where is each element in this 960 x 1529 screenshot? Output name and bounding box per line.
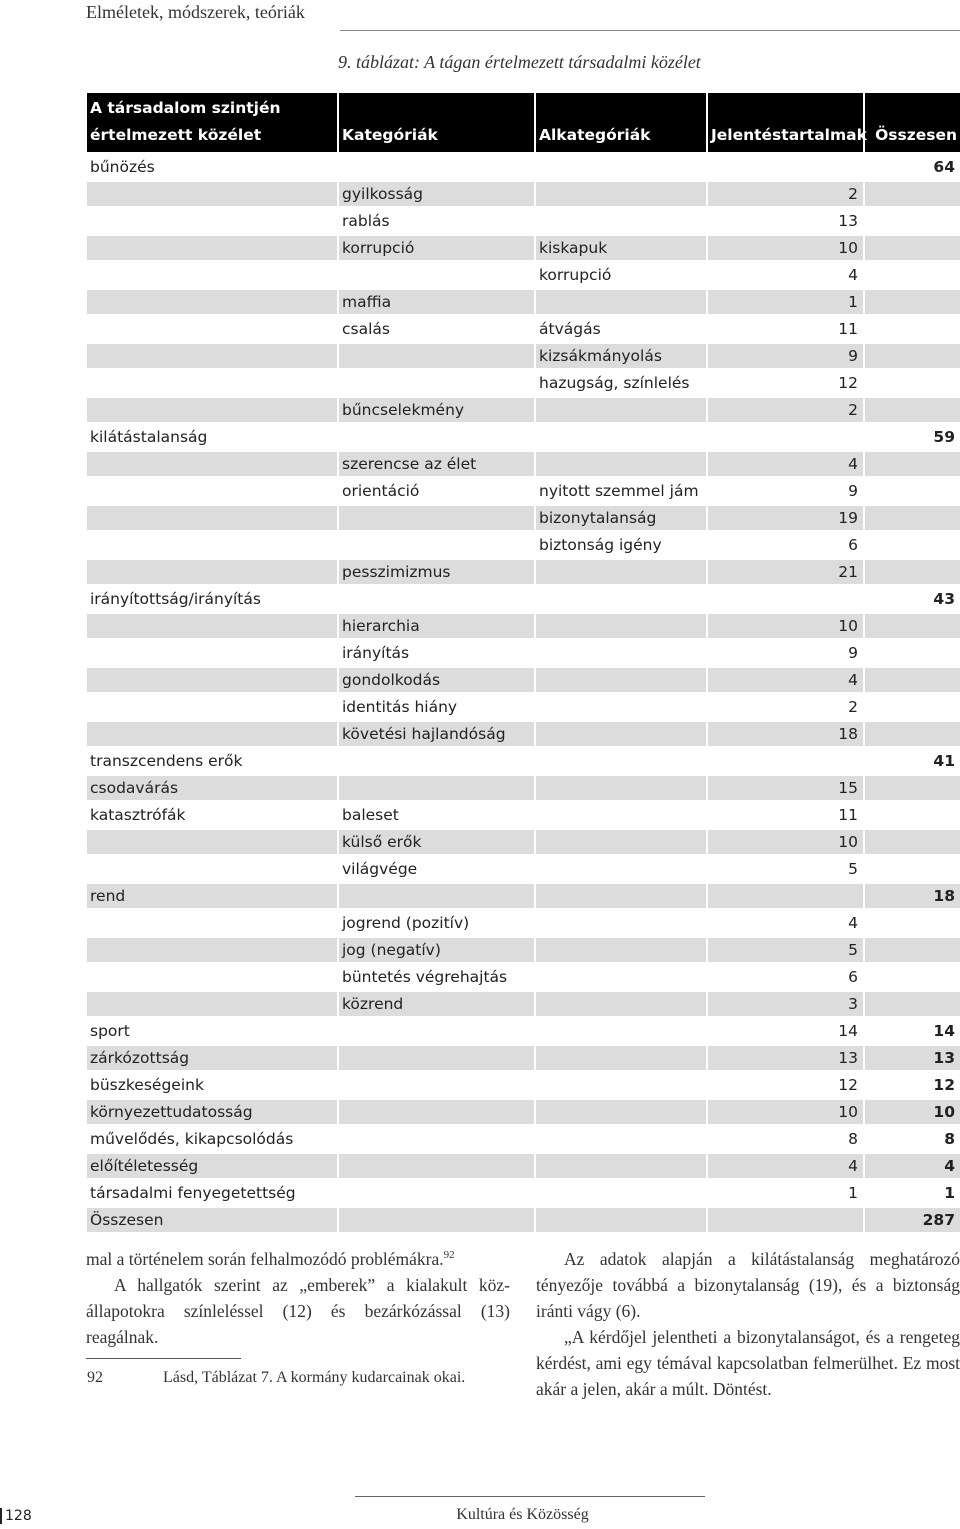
- cell-meaning-count: 12: [708, 1073, 863, 1097]
- cell-meaning-count: 18: [708, 722, 863, 746]
- cell-subcategory: [536, 1046, 706, 1070]
- cell-total: 13: [865, 1046, 960, 1070]
- cell-subcategory: kiskapuk: [536, 236, 706, 260]
- cell-category: [339, 1208, 534, 1232]
- table-row: [87, 587, 960, 611]
- cell-meaning-count: 10: [708, 830, 863, 854]
- cell-category: követési hajlandóság: [339, 722, 534, 746]
- cell-level: katasztrófák: [87, 803, 337, 827]
- cell-subcategory: bizonytalanság: [536, 506, 706, 530]
- cell-category: [339, 884, 534, 908]
- cell-meaning-count: 10: [708, 1100, 863, 1124]
- cell-category: [339, 1019, 534, 1043]
- cell-meaning-count: 2: [708, 398, 863, 422]
- cell-meaning-count: 9: [708, 344, 863, 368]
- cell-total: [865, 533, 960, 557]
- cell-level: [87, 182, 337, 206]
- cell-level: [87, 830, 337, 854]
- cell-category: [339, 506, 534, 530]
- cell-meaning-count: 21: [708, 560, 863, 584]
- cell-subcategory: [536, 452, 706, 476]
- cell-subcategory: [536, 614, 706, 638]
- cell-subcategory: [536, 290, 706, 314]
- table-header: [87, 93, 960, 152]
- table-row: [87, 1154, 960, 1178]
- cell-meaning-count: 4: [708, 911, 863, 935]
- table-row: [87, 560, 960, 584]
- cell-level: [87, 344, 337, 368]
- cell-category: [339, 533, 534, 557]
- cell-total: [865, 803, 960, 827]
- cell-meaning-count: 4: [708, 452, 863, 476]
- header-subcategories: Alkategóriák: [536, 93, 706, 152]
- cell-category: identitás hiány: [339, 695, 534, 719]
- cell-subcategory: nyitott szemmel jám: [536, 479, 706, 503]
- cell-level: [87, 668, 337, 692]
- table-row: [87, 965, 960, 989]
- running-head: Elméletek, módszerek, teóriák: [86, 2, 305, 22]
- cell-category: gondolkodás: [339, 668, 534, 692]
- table-row: [87, 371, 960, 395]
- cell-level: Összesen: [87, 1208, 337, 1232]
- paragraph: A hallgatók szerint az „emberek” a kialakult közállapotokra színleléssel (12) és bezárkózással (13) reagálnak.: [86, 1275, 510, 1347]
- cell-meaning-count: [708, 749, 863, 773]
- cell-total: 8: [865, 1127, 960, 1151]
- cell-total: [865, 209, 960, 233]
- cell-category: maffia: [339, 290, 534, 314]
- cell-subcategory: [536, 857, 706, 881]
- header-rule: [340, 30, 960, 31]
- cell-subcategory: [536, 587, 706, 611]
- cell-category: [339, 1073, 534, 1097]
- cell-meaning-count: 1: [708, 290, 863, 314]
- table-row: [87, 1046, 960, 1070]
- cell-category: [339, 344, 534, 368]
- cell-total: [865, 236, 960, 260]
- cell-level: rend: [87, 884, 337, 908]
- cell-total: [865, 614, 960, 638]
- cell-meaning-count: 6: [708, 965, 863, 989]
- data-table: [85, 90, 960, 1235]
- cell-level: [87, 560, 337, 584]
- paragraph: [86, 1246, 510, 1272]
- cell-level: [87, 965, 337, 989]
- cell-level: csodavárás: [87, 776, 337, 800]
- cell-total: [865, 668, 960, 692]
- cell-category: pesszimizmus: [339, 560, 534, 584]
- cell-meaning-count: 2: [708, 182, 863, 206]
- cell-level: [87, 263, 337, 287]
- cell-level: [87, 938, 337, 962]
- cell-total: [865, 722, 960, 746]
- cell-category: [339, 749, 534, 773]
- cell-total: 12: [865, 1073, 960, 1097]
- cell-level: bűnözés: [87, 155, 337, 179]
- table-row: [87, 992, 960, 1016]
- cell-level: előítéletesség: [87, 1154, 337, 1178]
- cell-meaning-count: 13: [708, 209, 863, 233]
- cell-level: [87, 452, 337, 476]
- cell-total: [865, 317, 960, 341]
- cell-meaning-count: 6: [708, 533, 863, 557]
- cell-meaning-count: 2: [708, 695, 863, 719]
- cell-meaning-count: 12: [708, 371, 863, 395]
- cell-total: [865, 830, 960, 854]
- cell-level: büszkeségeink: [87, 1073, 337, 1097]
- table-row: [87, 1073, 960, 1097]
- cell-meaning-count: 10: [708, 614, 863, 638]
- cell-subcategory: [536, 965, 706, 989]
- cell-total: [865, 479, 960, 503]
- cell-meaning-count: 4: [708, 1154, 863, 1178]
- cell-category: [339, 1127, 534, 1151]
- cell-meaning-count: 14: [708, 1019, 863, 1043]
- cell-level: [87, 614, 337, 638]
- cell-meaning-count: 9: [708, 479, 863, 503]
- cell-level: [87, 533, 337, 557]
- cell-subcategory: [536, 776, 706, 800]
- table-row: [87, 857, 960, 881]
- cell-meaning-count: [708, 155, 863, 179]
- right-text-column: [536, 1246, 960, 1402]
- table-row: [87, 1100, 960, 1124]
- cell-subcategory: [536, 911, 706, 935]
- cell-subcategory: [536, 749, 706, 773]
- cell-category: [339, 371, 534, 395]
- cell-subcategory: [536, 1181, 706, 1205]
- cell-subcategory: [536, 884, 706, 908]
- cell-total: [865, 911, 960, 935]
- paragraph-text: mal a történelem során felhalmozódó problémákra.: [86, 1249, 444, 1269]
- cell-meaning-count: 4: [708, 668, 863, 692]
- cell-category: csalás: [339, 317, 534, 341]
- table-row: [87, 884, 960, 908]
- cell-level: [87, 371, 337, 395]
- cell-total: [865, 857, 960, 881]
- table-row: [87, 1208, 960, 1232]
- cell-category: [339, 263, 534, 287]
- table-row: [87, 317, 960, 341]
- cell-total: [865, 263, 960, 287]
- cell-meaning-count: [708, 425, 863, 449]
- table-row: [87, 614, 960, 638]
- cell-meaning-count: 4: [708, 263, 863, 287]
- cell-subcategory: [536, 1073, 706, 1097]
- cell-category: [339, 1100, 534, 1124]
- cell-subcategory: [536, 155, 706, 179]
- cell-level: sport: [87, 1019, 337, 1043]
- cell-category: baleset: [339, 803, 534, 827]
- cell-subcategory: [536, 560, 706, 584]
- cell-category: külső erők: [339, 830, 534, 854]
- header-categories: Kategóriák: [339, 93, 534, 152]
- cell-level: [87, 209, 337, 233]
- cell-category: korrupció: [339, 236, 534, 260]
- journal-title: Kultúra és Közösség: [456, 1506, 589, 1523]
- cell-meaning-count: 11: [708, 317, 863, 341]
- cell-total: 287: [865, 1208, 960, 1232]
- cell-total: [865, 992, 960, 1016]
- paragraph: „A kérdőjel jelentheti a bizonytalanságot, és a rengeteg kérdést, ami egy témával kapcsolatban felmerülhet. Ez most akár a jelen, akár a múlt. Döntést.: [536, 1327, 960, 1399]
- cell-meaning-count: 8: [708, 1127, 863, 1151]
- cell-level: [87, 641, 337, 665]
- page-number: 128: [0, 1508, 32, 1524]
- cell-total: [865, 560, 960, 584]
- cell-level: kilátástalanság: [87, 425, 337, 449]
- cell-total: [865, 452, 960, 476]
- table-caption: 9. táblázat: A tágan értelmezett társadalmi közélet: [338, 52, 701, 72]
- cell-category: hierarchia: [339, 614, 534, 638]
- table-row: [87, 803, 960, 827]
- footnote-text: Lásd, Táblázat 7. A kormány kudarcainak okai.: [163, 1369, 466, 1386]
- footer-rule: [355, 1496, 705, 1497]
- cell-total: [865, 641, 960, 665]
- cell-subcategory: [536, 1019, 706, 1043]
- cell-total: [865, 695, 960, 719]
- cell-category: rablás: [339, 209, 534, 233]
- cell-level: [87, 695, 337, 719]
- cell-level: [87, 317, 337, 341]
- cell-category: [339, 1154, 534, 1178]
- cell-subcategory: [536, 938, 706, 962]
- table-row: [87, 155, 960, 179]
- cell-subcategory: [536, 668, 706, 692]
- cell-subcategory: [536, 695, 706, 719]
- cell-total: [865, 344, 960, 368]
- cell-subcategory: [536, 1127, 706, 1151]
- cell-subcategory: átvágás: [536, 317, 706, 341]
- cell-total: 10: [865, 1100, 960, 1124]
- cell-category: [339, 1046, 534, 1070]
- cell-category: irányítás: [339, 641, 534, 665]
- header-total: Összesen: [865, 93, 960, 152]
- table-row: [87, 533, 960, 557]
- table-row: [87, 749, 960, 773]
- table-row: [87, 290, 960, 314]
- cell-total: [865, 182, 960, 206]
- cell-subcategory: [536, 830, 706, 854]
- cell-total: 18: [865, 884, 960, 908]
- cell-total: 4: [865, 1154, 960, 1178]
- cell-meaning-count: 19: [708, 506, 863, 530]
- cell-meaning-count: 11: [708, 803, 863, 827]
- table-row: [87, 425, 960, 449]
- cell-level: művelődés, kikapcsolódás: [87, 1127, 337, 1151]
- cell-level: társadalmi fenyegetettség: [87, 1181, 337, 1205]
- cell-subcategory: [536, 803, 706, 827]
- cell-meaning-count: [708, 1208, 863, 1232]
- cell-meaning-count: 5: [708, 938, 863, 962]
- left-text-column: [86, 1246, 510, 1391]
- cell-level: [87, 911, 337, 935]
- cell-level: [87, 857, 337, 881]
- cell-total: 64: [865, 155, 960, 179]
- cell-level: [87, 479, 337, 503]
- cell-meaning-count: [708, 587, 863, 611]
- cell-category: [339, 155, 534, 179]
- cell-total: 59: [865, 425, 960, 449]
- cell-total: [865, 938, 960, 962]
- footnote-number: 92: [87, 1369, 103, 1386]
- cell-subcategory: [536, 209, 706, 233]
- table-row: [87, 830, 960, 854]
- cell-level: [87, 290, 337, 314]
- cell-category: szerencse az élet: [339, 452, 534, 476]
- footnote-reference: 92: [443, 1249, 455, 1262]
- cell-meaning-count: 15: [708, 776, 863, 800]
- table-row: [87, 1019, 960, 1043]
- table-row: [87, 236, 960, 260]
- cell-subcategory: biztonság igény: [536, 533, 706, 557]
- cell-meaning-count: 3: [708, 992, 863, 1016]
- cell-category: büntetés végrehajtás: [339, 965, 534, 989]
- header-level: A társadalom szintjén értelmezett közélet: [87, 93, 337, 152]
- cell-subcategory: [536, 182, 706, 206]
- table-row: [87, 209, 960, 233]
- cell-total: [865, 776, 960, 800]
- table-row: [87, 641, 960, 665]
- cell-level: [87, 398, 337, 422]
- table-row: [87, 1181, 960, 1205]
- cell-subcategory: korrupció: [536, 263, 706, 287]
- cell-total: 14: [865, 1019, 960, 1043]
- table-row: [87, 668, 960, 692]
- cell-category: közrend: [339, 992, 534, 1016]
- cell-level: zárkózottság: [87, 1046, 337, 1070]
- table-row: [87, 911, 960, 935]
- table-row: [87, 776, 960, 800]
- cell-category: [339, 425, 534, 449]
- table-row: [87, 1127, 960, 1151]
- table-row: [87, 182, 960, 206]
- footnote: [86, 1365, 510, 1391]
- cell-subcategory: [536, 1208, 706, 1232]
- table-row: [87, 398, 960, 422]
- cell-meaning-count: 5: [708, 857, 863, 881]
- cell-subcategory: kizsákmányolás: [536, 344, 706, 368]
- cell-category: jog (negatív): [339, 938, 534, 962]
- cell-category: [339, 587, 534, 611]
- cell-subcategory: [536, 992, 706, 1016]
- table-row: [87, 938, 960, 962]
- cell-total: 43: [865, 587, 960, 611]
- cell-total: 41: [865, 749, 960, 773]
- cell-category: orientáció: [339, 479, 534, 503]
- cell-category: bűncselekmény: [339, 398, 534, 422]
- cell-category: gyilkosság: [339, 182, 534, 206]
- cell-level: [87, 236, 337, 260]
- cell-level: [87, 506, 337, 530]
- cell-level: irányítottság/irányítás: [87, 587, 337, 611]
- header-meanings: Jelentéstartalmak: [708, 93, 863, 152]
- cell-subcategory: [536, 398, 706, 422]
- cell-total: [865, 398, 960, 422]
- table-row: [87, 695, 960, 719]
- cell-level: [87, 992, 337, 1016]
- cell-category: [339, 1181, 534, 1205]
- cell-subcategory: [536, 641, 706, 665]
- cell-category: [339, 776, 534, 800]
- cell-level: környezettudatosság: [87, 1100, 337, 1124]
- table-row: [87, 452, 960, 476]
- cell-total: [865, 965, 960, 989]
- cell-subcategory: hazugság, színlelés: [536, 371, 706, 395]
- table-body: [87, 155, 960, 1232]
- cell-level: [87, 722, 337, 746]
- cell-total: 1: [865, 1181, 960, 1205]
- cell-total: [865, 506, 960, 530]
- cell-level: transzcendens erők: [87, 749, 337, 773]
- cell-meaning-count: 9: [708, 641, 863, 665]
- cell-subcategory: [536, 425, 706, 449]
- footnote-rule: [86, 1358, 241, 1359]
- cell-meaning-count: [708, 884, 863, 908]
- cell-subcategory: [536, 1154, 706, 1178]
- table-row: [87, 344, 960, 368]
- cell-total: [865, 371, 960, 395]
- table-row: [87, 506, 960, 530]
- table-row: [87, 479, 960, 503]
- cell-total: [865, 290, 960, 314]
- cell-category: jogrend (pozitív): [339, 911, 534, 935]
- cell-meaning-count: 1: [708, 1181, 863, 1205]
- cell-subcategory: [536, 1100, 706, 1124]
- cell-category: világvége: [339, 857, 534, 881]
- table-row: [87, 722, 960, 746]
- paragraph: Az adatok alapján a kilátástalanság meghatározó tényezője továbbá a bizonytalanság (19), és a biztonság iránti vágy (6).: [536, 1249, 960, 1321]
- table-row: [87, 263, 960, 287]
- cell-meaning-count: 10: [708, 236, 863, 260]
- cell-meaning-count: 13: [708, 1046, 863, 1070]
- cell-subcategory: [536, 722, 706, 746]
